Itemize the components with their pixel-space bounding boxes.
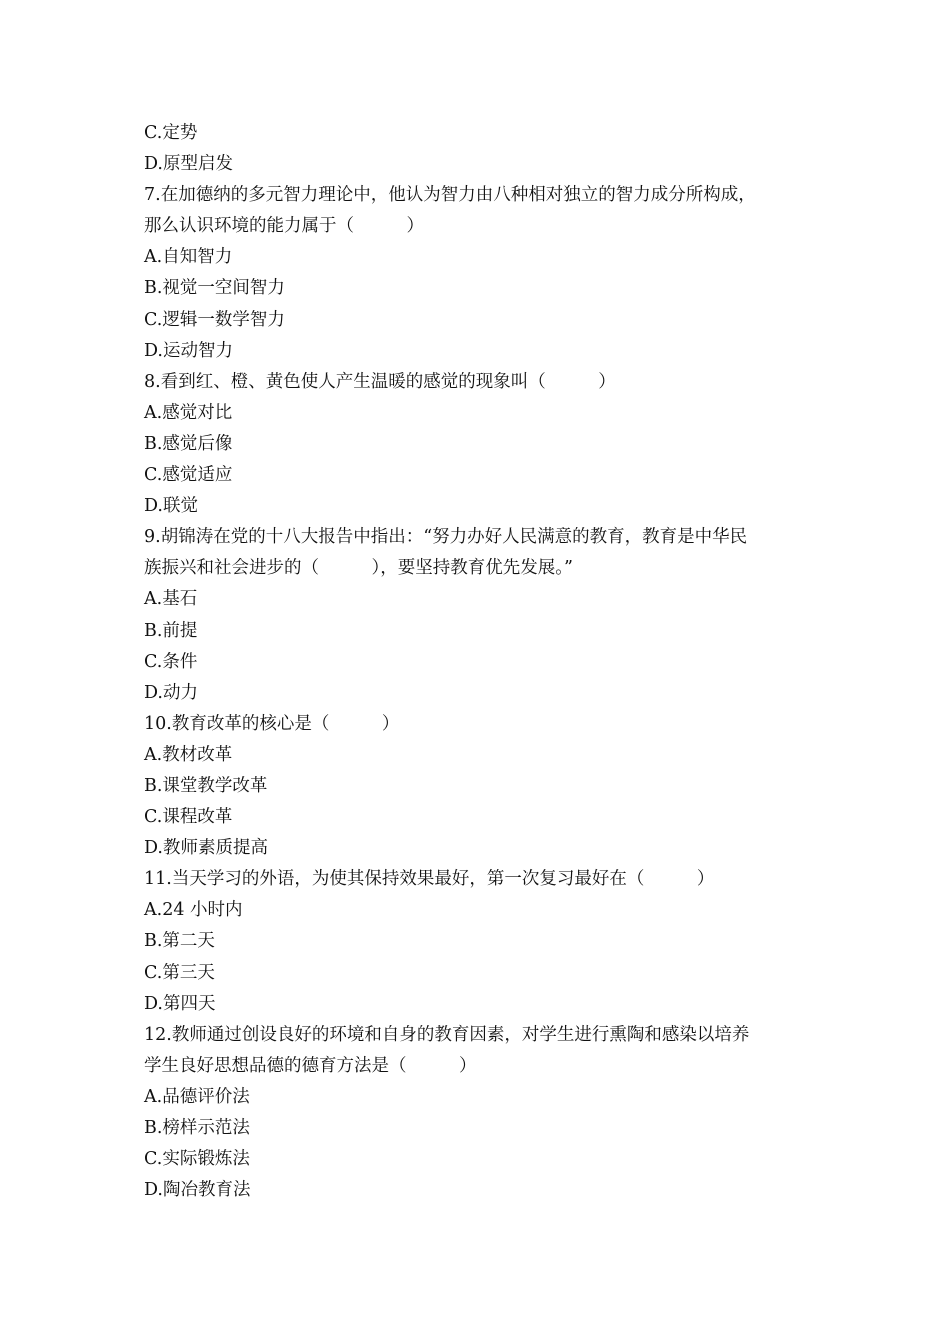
option-12a: A.品德评价法 [144, 1086, 250, 1107]
question-12-stem-1: 12.教师通过创设良好的环境和自身的教育因素，对学生进行熏陶和感染以培养 [144, 1024, 750, 1045]
question-12-stem-2: 学生良好思想品德的德育方法是（ ） [144, 1055, 477, 1076]
option-11b: B.第二天 [144, 931, 215, 952]
option-11a: A.24 小时内 [144, 900, 243, 921]
option-9a: A.基石 [144, 589, 198, 610]
option-8b: B.感觉后像 [144, 433, 233, 454]
option-7c: C.逻辑一数学智力 [144, 309, 285, 330]
option-6c: C.定势 [144, 123, 198, 143]
option-10b: B.课堂教学改革 [144, 775, 268, 796]
option-8a: A.感觉对比 [144, 402, 233, 423]
question-9-stem-2: 族振兴和社会进步的（ ），要坚持教育优先发展。” [144, 558, 573, 579]
option-7b: B.视觉一空间智力 [144, 278, 285, 299]
option-9d: D.动力 [144, 682, 198, 703]
question-text-body [144, 118, 816, 1206]
option-10a: A.教材改革 [144, 744, 233, 765]
option-8c: C.感觉适应 [144, 465, 233, 486]
option-12b: B.榜样示范法 [144, 1118, 250, 1138]
option-9c: C.条件 [144, 651, 198, 672]
option-12c: C.实际锻炼法 [144, 1149, 250, 1170]
option-9b: B.前提 [144, 620, 198, 641]
question-8-stem: 8.看到红、橙、黄色使人产生温暖的感觉的现象叫（ ） [144, 371, 616, 392]
option-7a: A.自知智力 [144, 247, 233, 268]
option-11d: D.第四天 [144, 993, 216, 1014]
question-9-stem-1: 9.胡锦涛在党的十八大报告中指出：“努力办好人民满意的教育，教育是中华民 [144, 527, 748, 548]
option-10c: C.课程改革 [144, 807, 233, 828]
option-12d: D.陶冶教育法 [144, 1180, 251, 1201]
option-8d: D.联觉 [144, 496, 198, 517]
option-10d: D.教师素质提高 [144, 838, 268, 859]
question-10-stem: 10.教育改革的核心是（ ） [144, 713, 400, 734]
option-7d: D.运动智力 [144, 340, 233, 361]
question-7-stem-2: 那么认识环境的能力属于（ ） [144, 216, 424, 237]
question-11-stem: 11.当天学习的外语，为使其保持效果最好，第一次复习最好在（ ） [144, 869, 715, 890]
question-7-stem-1: 7.在加德纳的多元智力理论中，他认为智力由八种相对独立的智力成分所构成， [144, 185, 756, 206]
option-6d: D.原型启发 [144, 154, 233, 175]
option-11c: C.第三天 [144, 962, 215, 983]
